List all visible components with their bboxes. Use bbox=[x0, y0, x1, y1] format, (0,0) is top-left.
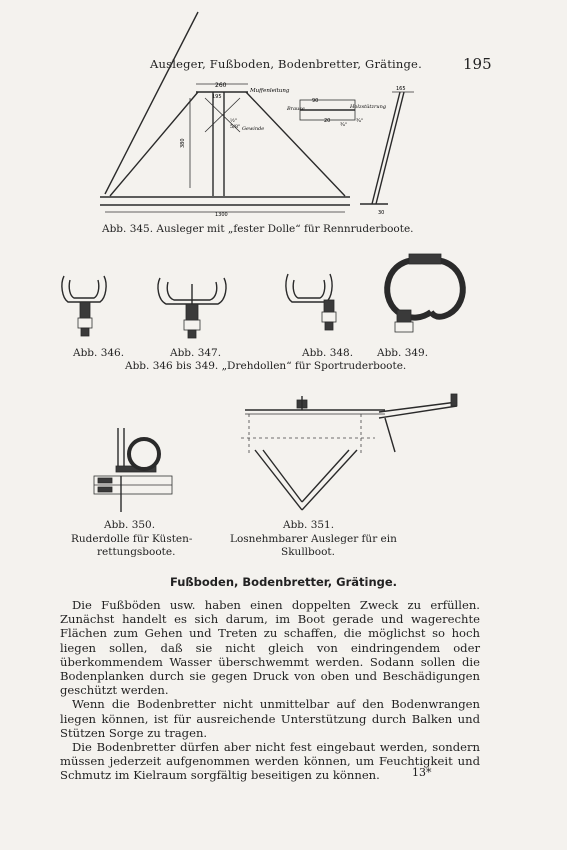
body-text bbox=[60, 598, 480, 783]
dim-width: 1300 bbox=[215, 212, 228, 218]
figure-346-drawing bbox=[56, 272, 116, 342]
figure-349-drawing bbox=[375, 252, 475, 342]
label-small-b: 5/8" bbox=[230, 124, 241, 130]
figure-349-label: Abb. 349. bbox=[377, 347, 429, 359]
dim-middle: 195 bbox=[212, 94, 222, 100]
paragraph: Die Bodenbretter dürfen aber nicht fest eingebaut werden, sondern müssen jederzeit aufgenommen werden können, um Feuchtigkeit und Schmutz im Kielraum sorgfältig beseitigen zu können. bbox=[60, 740, 480, 783]
figure-351-caption-line1: Losnehmbarer Ausleger für ein bbox=[230, 533, 397, 545]
figure-350-drawing bbox=[88, 420, 178, 520]
figure-351-label: Abb. 351. bbox=[283, 519, 335, 531]
page-number: 195 bbox=[463, 55, 492, 73]
label-holz: Holzstützrung bbox=[350, 104, 387, 110]
label-brause: Brause bbox=[287, 106, 305, 112]
figure-347-label: Abb. 347. bbox=[170, 347, 222, 359]
paragraph: Die Fußböden usw. haben einen doppelten Zweck zu erfüllen. Zunächst handelt es sich darum, im Boot gerade und wagerechte Flächen zum Gehen und Treten zu schaffen, die möglichst so hoch liegen sollen, daß sie nicht gleich von eindringendem oder überkommendem Wasser überschwemmt werden. Sodann sollen die Bodenplanken durch sie gegen Druck von oben und Beschädigungen geschützt werden. bbox=[60, 598, 480, 698]
figure-346-label: Abb. 346. bbox=[73, 347, 125, 359]
figure-348-drawing bbox=[280, 270, 340, 340]
figure-345-drawing bbox=[0, 78, 567, 238]
label-muffe: Muffenleitung bbox=[250, 88, 290, 94]
figure-351-drawing bbox=[235, 392, 475, 512]
figure-347-drawing bbox=[152, 272, 232, 342]
dim-height: 380 bbox=[180, 138, 186, 148]
label-gewinde: Gewinde bbox=[242, 126, 265, 132]
figure-350-caption-line2: rettungsboote. bbox=[97, 546, 176, 558]
figures-346-349-caption: Abb. 346 bis 349. „Drehdollen“ für Sportruderboote. bbox=[125, 360, 407, 372]
label-small-a: ½" bbox=[230, 118, 238, 124]
paragraph: Wenn die Bodenbretter nicht unmittelbar auf den Bodenwrangen liegen können, ist für ausreichende Unterstützung durch Balken und Stützen Sorge zu tragen. bbox=[60, 697, 480, 740]
label-small-d: ¾" bbox=[356, 118, 364, 124]
figure-350-caption-line1: Ruderdolle für Küsten- bbox=[71, 533, 193, 545]
dim-right-bottom: 30 bbox=[378, 210, 385, 216]
section-heading: Fußboden, Bodenbretter, Grätinge. bbox=[169, 575, 398, 589]
label-small-c: ¾" bbox=[340, 122, 348, 128]
dim-right-top: 165 bbox=[396, 86, 406, 92]
figure-348-label: Abb. 348. bbox=[302, 347, 354, 359]
sheet-signature: 13* bbox=[412, 766, 432, 779]
figure-345-caption: Abb. 345. Ausleger mit „fester Dolle“ für Rennruderboote. bbox=[102, 223, 414, 235]
dim-top: 260 bbox=[215, 82, 227, 89]
dim-right-mid2: 20 bbox=[324, 118, 331, 124]
figure-351-caption-line2: Skullboot. bbox=[281, 546, 335, 558]
running-header: Ausleger, Fußboden, Bodenbretter, Grätinge. bbox=[150, 57, 422, 71]
figure-350-label: Abb. 350. bbox=[104, 519, 156, 531]
dim-right-mid1: 90 bbox=[312, 98, 319, 104]
